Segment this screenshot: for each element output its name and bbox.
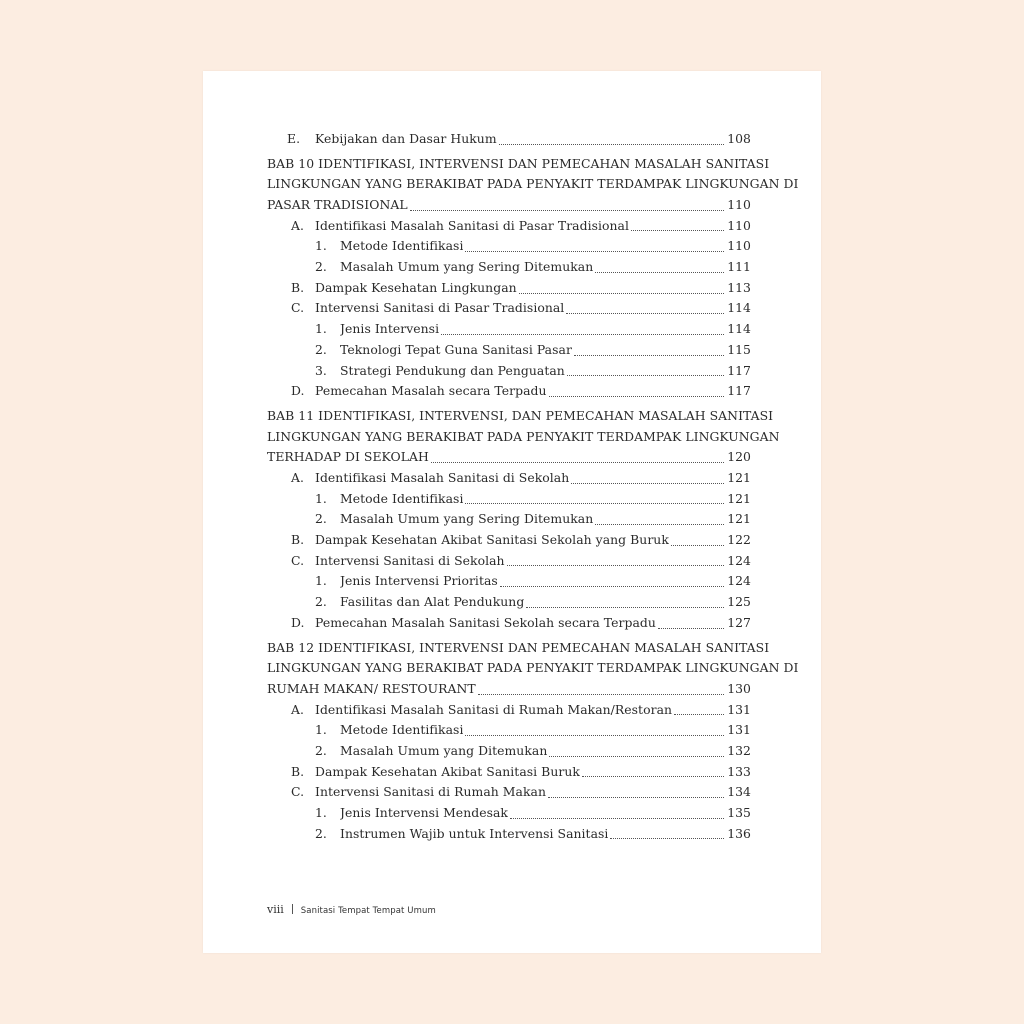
- toc-page-number: 114: [727, 300, 751, 316]
- dot-leader: [410, 210, 725, 211]
- toc-title: Fasilitas dan Alat Pendukung: [340, 594, 525, 610]
- dot-leader: [478, 694, 724, 695]
- dot-leader: [526, 607, 724, 608]
- dot-leader: [671, 545, 724, 546]
- toc-marker: D.: [291, 383, 305, 399]
- toc-title: Strategi Pendukung dan Penguatan: [340, 362, 565, 378]
- toc-page-number: 117: [727, 362, 751, 378]
- toc-entry[interactable]: [267, 824, 751, 845]
- dot-leader: [595, 272, 724, 273]
- dot-leader: [582, 776, 724, 777]
- toc-entry[interactable]: [267, 571, 751, 592]
- toc-title: Metode Identifikasi: [340, 722, 464, 738]
- page-footer: [267, 903, 436, 916]
- toc-title: Intervensi Sanitasi di Pasar Tradisional: [315, 300, 565, 316]
- dot-leader: [674, 714, 724, 715]
- toc-entry[interactable]: [267, 741, 751, 762]
- toc-page-number: 122: [727, 532, 751, 548]
- toc-title: Pemecahan Masalah secara Terpadu: [315, 383, 547, 399]
- toc-entry[interactable]: [267, 278, 751, 299]
- toc-marker: 1.: [315, 321, 327, 337]
- toc-marker: 2.: [315, 825, 327, 841]
- toc-marker: B.: [291, 279, 305, 295]
- toc-marker: B.: [291, 532, 305, 548]
- toc-entry[interactable]: [267, 216, 751, 237]
- toc-entry[interactable]: [267, 530, 751, 551]
- toc-entry[interactable]: [267, 299, 751, 320]
- dot-leader: [548, 797, 724, 798]
- toc-page-number: 132: [727, 742, 751, 758]
- dot-leader: [431, 462, 724, 463]
- toc-page-number: 135: [727, 804, 751, 820]
- footer-page-number: viii: [267, 903, 284, 916]
- toc-entry[interactable]: [267, 613, 751, 634]
- toc-marker: 3.: [315, 362, 327, 378]
- toc-title: Instrumen Wajib untuk Intervensi Sanitasi: [340, 825, 609, 841]
- toc-marker: 2.: [315, 742, 327, 758]
- dot-leader: [441, 334, 724, 335]
- toc-entry[interactable]: [267, 319, 751, 340]
- toc-entry: [267, 679, 751, 700]
- toc-page-number: 124: [727, 573, 751, 589]
- toc-marker: 2.: [315, 259, 327, 275]
- toc-entry: [267, 195, 751, 216]
- table-of-contents: [267, 129, 799, 844]
- toc-page-number: 110: [727, 197, 751, 213]
- toc-title: Dampak Kesehatan Akibat Sanitasi Sekolah yang Buruk: [315, 532, 669, 548]
- dot-leader: [549, 756, 724, 757]
- toc-title: Metode Identifikasi: [340, 238, 464, 254]
- dot-leader: [465, 503, 724, 504]
- dot-leader: [465, 251, 724, 252]
- toc-title: Kebijakan dan Dasar Hukum: [315, 130, 497, 146]
- dot-leader: [595, 524, 724, 525]
- toc-entry[interactable]: [267, 489, 751, 510]
- toc-page-number: 113: [727, 279, 751, 295]
- toc-page-number: 120: [727, 449, 751, 465]
- toc-entry[interactable]: [267, 700, 751, 721]
- toc-marker: 2.: [315, 341, 327, 357]
- toc-entry[interactable]: [267, 509, 751, 530]
- toc-entry: [267, 447, 751, 468]
- toc-marker: E.: [287, 130, 301, 146]
- toc-title: Masalah Umum yang Sering Ditemukan: [340, 259, 594, 275]
- toc-page-number: 124: [727, 552, 751, 568]
- toc-page-number: 115: [727, 341, 751, 357]
- toc-title: Jenis Intervensi Prioritas: [340, 573, 498, 589]
- dot-leader: [519, 293, 725, 294]
- toc-entry[interactable]: [267, 720, 751, 741]
- dot-leader: [500, 586, 724, 587]
- chapter-heading-line: LINGKUNGAN YANG BERAKIBAT PADA PENYAKIT TERDAMPAK LINGKUNGAN DI: [267, 176, 799, 192]
- toc-marker: A.: [291, 217, 304, 233]
- toc-title: RUMAH MAKAN/ RESTOURANT: [267, 680, 476, 696]
- toc-chapter-bab-12[interactable]: [267, 638, 799, 700]
- toc-page-number: 125: [727, 594, 751, 610]
- dot-leader: [465, 735, 724, 736]
- toc-marker: C.: [291, 784, 305, 800]
- toc-page-number: 131: [727, 722, 751, 738]
- dot-leader: [499, 144, 725, 145]
- toc-title: Masalah Umum yang Ditemukan: [340, 742, 548, 758]
- toc-entry[interactable]: [267, 361, 751, 382]
- toc-page-number: 131: [727, 701, 751, 717]
- footer-book-title: Sanitasi Tempat Tempat Umum: [300, 906, 436, 916]
- chapter-heading-line: BAB 11 IDENTIFIKASI, INTERVENSI, DAN PEMECAHAN MASALAH SANITASI: [267, 407, 774, 423]
- dot-leader: [549, 396, 725, 397]
- toc-entry[interactable]: [267, 257, 751, 278]
- dot-leader: [510, 818, 724, 819]
- toc-page-number: 121: [727, 511, 751, 527]
- toc-chapter-bab-11[interactable]: [267, 406, 780, 468]
- toc-marker: B.: [291, 763, 305, 779]
- chapter-heading-line: LINGKUNGAN YANG BERAKIBAT PADA PENYAKIT TERDAMPAK LINGKUNGAN DI: [267, 660, 799, 676]
- toc-page-number: 134: [727, 784, 751, 800]
- toc-marker: 1.: [315, 238, 327, 254]
- toc-marker: D.: [291, 614, 305, 630]
- toc-marker: 1.: [315, 722, 327, 738]
- toc-marker: A.: [291, 469, 304, 485]
- toc-entry[interactable]: [267, 468, 751, 489]
- toc-entry[interactable]: [267, 340, 751, 361]
- dot-leader: [567, 375, 724, 376]
- toc-page-number: 121: [727, 469, 751, 485]
- toc-marker: 2.: [315, 594, 327, 610]
- toc-page-number: 117: [727, 383, 751, 399]
- dot-leader: [658, 628, 724, 629]
- toc-page-number: 121: [727, 490, 751, 506]
- toc-title: Pemecahan Masalah Sanitasi Sekolah secara Terpadu: [315, 614, 656, 630]
- toc-page-number: 127: [727, 614, 751, 630]
- toc-marker: 1.: [315, 804, 327, 820]
- toc-title: Dampak Kesehatan Akibat Sanitasi Buruk: [315, 763, 580, 779]
- toc-entry[interactable]: [267, 803, 751, 824]
- toc-page-number: 114: [727, 321, 751, 337]
- toc-entry[interactable]: [267, 236, 751, 257]
- toc-page-number: 133: [727, 763, 751, 779]
- toc-marker: 1.: [315, 490, 327, 506]
- toc-title: Identifikasi Masalah Sanitasi di Pasar Tradisional: [315, 217, 630, 233]
- toc-title: Masalah Umum yang Sering Ditemukan: [340, 511, 594, 527]
- toc-marker: 1.: [315, 573, 327, 589]
- toc-page-number: 130: [727, 680, 751, 696]
- dot-leader: [631, 230, 724, 231]
- toc-entry[interactable]: [267, 592, 751, 613]
- dot-leader: [507, 565, 725, 566]
- toc-title: Dampak Kesehatan Lingkungan: [315, 279, 517, 295]
- dot-leader: [610, 838, 724, 839]
- toc-title: Metode Identifikasi: [340, 490, 464, 506]
- dot-leader: [571, 483, 724, 484]
- toc-page-number: 110: [727, 238, 751, 254]
- chapter-heading-line: LINGKUNGAN YANG BERAKIBAT PADA PENYAKIT TERDAMPAK LINGKUNGAN: [267, 428, 780, 444]
- toc-marker: C.: [291, 300, 305, 316]
- toc-marker: A.: [291, 701, 304, 717]
- toc-title: PASAR TRADISIONAL: [267, 197, 408, 213]
- toc-entry[interactable]: [267, 762, 751, 783]
- toc-page-number: 136: [727, 825, 751, 841]
- toc-title: Jenis Intervensi: [340, 321, 440, 337]
- toc-page-number: 110: [727, 217, 751, 233]
- toc-chapter-bab-10[interactable]: [267, 154, 799, 216]
- toc-entry[interactable]: [267, 551, 751, 572]
- footer-divider: [292, 904, 293, 914]
- chapter-heading-line: BAB 10 IDENTIFIKASI, INTERVENSI DAN PEMECAHAN MASALAH SANITASI: [267, 155, 770, 171]
- dot-leader: [574, 355, 724, 356]
- toc-title: Intervensi Sanitasi di Rumah Makan: [315, 784, 546, 800]
- toc-marker: 2.: [315, 511, 327, 527]
- toc-title: Jenis Intervensi Mendesak: [340, 804, 508, 820]
- toc-title: TERHADAP DI SEKOLAH: [267, 449, 429, 465]
- toc-page-number: 108: [727, 130, 751, 146]
- toc-title: Teknologi Tepat Guna Sanitasi Pasar: [340, 341, 572, 357]
- toc-marker: C.: [291, 552, 305, 568]
- dot-leader: [566, 313, 724, 314]
- toc-page-number: 111: [727, 259, 751, 275]
- toc-entry[interactable]: [267, 129, 751, 150]
- toc-title: Intervensi Sanitasi di Sekolah: [315, 552, 505, 568]
- toc-title: Identifikasi Masalah Sanitasi di Sekolah: [315, 469, 570, 485]
- document-page: [203, 71, 821, 953]
- chapter-heading-line: BAB 12 IDENTIFIKASI, INTERVENSI DAN PEMECAHAN MASALAH SANITASI: [267, 639, 770, 655]
- toc-entry[interactable]: [267, 782, 751, 803]
- toc-title: Identifikasi Masalah Sanitasi di Rumah Makan/Restoran: [315, 701, 673, 717]
- toc-entry[interactable]: [267, 381, 751, 402]
